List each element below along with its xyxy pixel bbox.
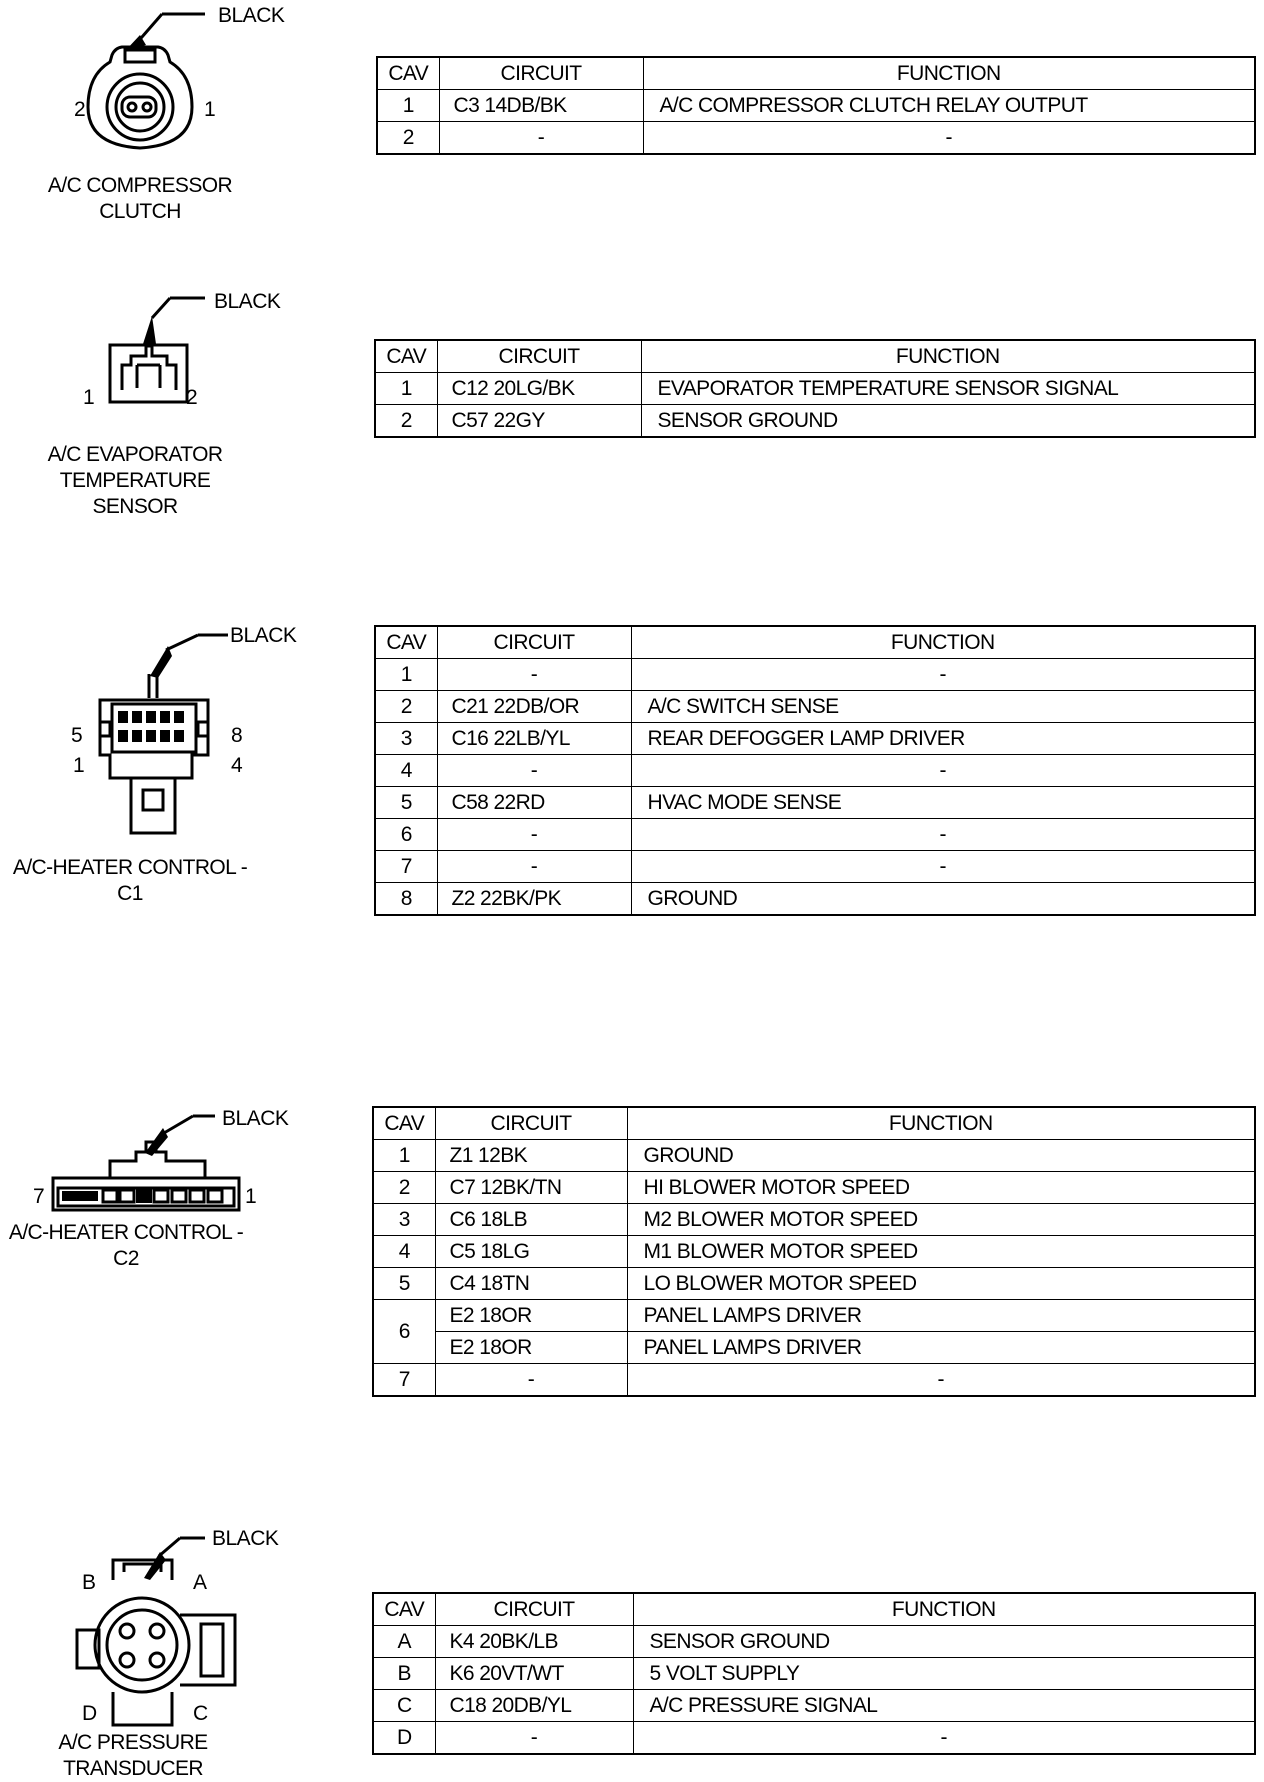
pin-label: 2: [74, 98, 86, 121]
pinout-table: [376, 56, 1256, 155]
table-row: [373, 1300, 1255, 1332]
wire-color-label: BLACK: [214, 290, 281, 313]
table-row: [373, 1204, 1255, 1236]
header-function: FUNCTION: [631, 626, 1255, 659]
table-row: [375, 659, 1255, 691]
function-cell: -: [631, 755, 1255, 787]
cav-cell: 3: [375, 723, 437, 755]
table-row: [373, 1140, 1255, 1172]
cav-cell: 1: [377, 90, 439, 122]
table-row: [373, 1332, 1255, 1364]
connector-section-heater-control-c2: [0, 1090, 1264, 1420]
table-row: [375, 405, 1255, 438]
circuit-cell: -: [439, 122, 643, 155]
table-row: [375, 851, 1255, 883]
circuit-cell: -: [437, 819, 631, 851]
table-row: [375, 787, 1255, 819]
function-cell: REAR DEFOGGER LAMP DRIVER: [631, 723, 1255, 755]
circuit-cell: -: [437, 851, 631, 883]
table-header-row: [375, 626, 1255, 659]
function-cell: A/C PRESSURE SIGNAL: [633, 1690, 1255, 1722]
header-cav: CAV: [375, 626, 437, 659]
table-row: [375, 883, 1255, 916]
function-cell: -: [631, 819, 1255, 851]
function-cell: M2 BLOWER MOTOR SPEED: [627, 1204, 1255, 1236]
connector-section-compressor-clutch: [0, 0, 1264, 240]
circuit-cell: C7 12BK/TN: [435, 1172, 627, 1204]
circuit-cell: C5 18LG: [435, 1236, 627, 1268]
circuit-cell: K6 20VT/WT: [435, 1658, 633, 1690]
pinout-table: [372, 1106, 1256, 1397]
function-cell: -: [643, 122, 1255, 155]
table-row: [373, 1364, 1255, 1397]
table-row: [373, 1658, 1255, 1690]
function-cell: 5 VOLT SUPPLY: [633, 1658, 1255, 1690]
circuit-cell: C16 22LB/YL: [437, 723, 631, 755]
circuit-cell: E2 18OR: [435, 1300, 627, 1332]
cav-cell: B: [373, 1658, 435, 1690]
cav-cell: 2: [375, 405, 437, 438]
table-row: [373, 1268, 1255, 1300]
pin-label: 8: [231, 724, 243, 747]
function-cell: EVAPORATOR TEMPERATURE SENSOR SIGNAL: [641, 373, 1255, 405]
circuit-cell: C18 20DB/YL: [435, 1690, 633, 1722]
cav-cell: A: [373, 1626, 435, 1658]
circuit-cell: C6 18LB: [435, 1204, 627, 1236]
table-header-row: [373, 1593, 1255, 1626]
cav-cell: 8: [375, 883, 437, 916]
wire-color-label: BLACK: [222, 1107, 289, 1130]
connector-name: A/C PRESSURE TRANSDUCER: [58, 1731, 208, 1780]
table-header-row: [377, 57, 1255, 90]
table-row: [375, 819, 1255, 851]
table-row: [373, 1236, 1255, 1268]
connector-diagram: [0, 1520, 300, 1782]
circuit-cell: E2 18OR: [435, 1332, 627, 1364]
function-cell: M1 BLOWER MOTOR SPEED: [627, 1236, 1255, 1268]
cav-cell: 3: [373, 1204, 435, 1236]
circuit-cell: Z1 12BK: [435, 1140, 627, 1172]
cav-cell: 4: [375, 755, 437, 787]
function-cell: GROUND: [627, 1140, 1255, 1172]
cav-cell: D: [373, 1722, 435, 1755]
function-cell: A/C SWITCH SENSE: [631, 691, 1255, 723]
pin-label: B: [82, 1571, 96, 1594]
cav-cell: 1: [375, 659, 437, 691]
connector-diagram: [0, 600, 300, 905]
table-row: [373, 1626, 1255, 1658]
header-circuit: CIRCUIT: [435, 1107, 627, 1140]
pinout-table: [374, 339, 1256, 438]
header-circuit: CIRCUIT: [439, 57, 643, 90]
pin-label: C: [193, 1702, 208, 1725]
circuit-cell: -: [435, 1722, 633, 1755]
circuit-cell: C21 22DB/OR: [437, 691, 631, 723]
table-header-row: [373, 1107, 1255, 1140]
pin-label: 7: [33, 1185, 45, 1208]
table-row: [377, 122, 1255, 155]
cav-cell: 5: [373, 1268, 435, 1300]
header-cav: CAV: [375, 340, 437, 373]
cav-cell: 2: [373, 1172, 435, 1204]
pin-label: D: [82, 1702, 97, 1725]
table-row: [375, 755, 1255, 787]
circuit-cell: C57 22GY: [437, 405, 641, 438]
circuit-cell: -: [437, 755, 631, 787]
connector-section-heater-control-c1: [0, 600, 1264, 930]
header-circuit: CIRCUIT: [437, 626, 631, 659]
function-cell: HI BLOWER MOTOR SPEED: [627, 1172, 1255, 1204]
function-cell: SENSOR GROUND: [633, 1626, 1255, 1658]
function-cell: -: [631, 851, 1255, 883]
table-row: [373, 1722, 1255, 1755]
circuit-cell: Z2 22BK/PK: [437, 883, 631, 916]
function-cell: -: [627, 1364, 1255, 1397]
cav-cell: 7: [373, 1364, 435, 1397]
wire-color-label: BLACK: [212, 1527, 279, 1550]
function-cell: SENSOR GROUND: [641, 405, 1255, 438]
connector-section-evaporator-sensor: [0, 290, 1264, 540]
header-function: FUNCTION: [633, 1593, 1255, 1626]
table-row: [375, 373, 1255, 405]
function-cell: HVAC MODE SENSE: [631, 787, 1255, 819]
header-cav: CAV: [373, 1593, 435, 1626]
connector-name: A/C EVAPORATOR TEMPERATURE SENSOR: [47, 443, 223, 518]
header-cav: CAV: [373, 1107, 435, 1140]
circuit-cell: C3 14DB/BK: [439, 90, 643, 122]
cav-cell: 1: [373, 1140, 435, 1172]
function-cell: A/C COMPRESSOR CLUTCH RELAY OUTPUT: [643, 90, 1255, 122]
connector-name: A/C COMPRESSOR CLUTCH: [47, 174, 233, 223]
table-row: [373, 1690, 1255, 1722]
pinout-table: [374, 625, 1256, 916]
pin-label: 1: [73, 754, 85, 777]
pin-label: 2: [186, 386, 198, 409]
table-header-row: [375, 340, 1255, 373]
connector-name: A/C-HEATER CONTROL - C1: [12, 856, 248, 905]
pin-label: A: [193, 1571, 207, 1594]
header-function: FUNCTION: [641, 340, 1255, 373]
cav-cell: 2: [375, 691, 437, 723]
cav-cell: 1: [375, 373, 437, 405]
cav-cell: C: [373, 1690, 435, 1722]
pin-label: 4: [231, 754, 243, 777]
cav-cell: 4: [373, 1236, 435, 1268]
function-cell: LO BLOWER MOTOR SPEED: [627, 1268, 1255, 1300]
function-cell: -: [633, 1722, 1255, 1755]
pin-label: 1: [83, 386, 95, 409]
header-function: FUNCTION: [643, 57, 1255, 90]
function-cell: PANEL LAMPS DRIVER: [627, 1300, 1255, 1332]
circuit-cell: -: [437, 659, 631, 691]
circuit-cell: C12 20LG/BK: [437, 373, 641, 405]
cav-cell: 2: [377, 122, 439, 155]
header-circuit: CIRCUIT: [435, 1593, 633, 1626]
pinout-table: [372, 1592, 1256, 1755]
wire-color-label: BLACK: [218, 4, 285, 27]
cav-cell: 5: [375, 787, 437, 819]
pin-label: 1: [245, 1185, 257, 1208]
wire-color-label: BLACK: [230, 624, 297, 647]
header-function: FUNCTION: [627, 1107, 1255, 1140]
circuit-cell: C58 22RD: [437, 787, 631, 819]
connector-diagram: [0, 1090, 300, 1330]
pin-label: 1: [204, 98, 216, 121]
connector-section-pressure-transducer: [0, 1520, 1264, 1782]
connector-diagram: [0, 290, 300, 540]
header-circuit: CIRCUIT: [437, 340, 641, 373]
connector-diagram: [0, 0, 300, 240]
pin-label: 5: [71, 724, 83, 747]
circuit-cell: C4 18TN: [435, 1268, 627, 1300]
cav-cell: 6: [373, 1300, 435, 1364]
header-cav: CAV: [377, 57, 439, 90]
cav-cell: 6: [375, 819, 437, 851]
function-cell: -: [631, 659, 1255, 691]
circuit-cell: -: [435, 1364, 627, 1397]
function-cell: PANEL LAMPS DRIVER: [627, 1332, 1255, 1364]
table-row: [375, 691, 1255, 723]
circuit-cell: K4 20BK/LB: [435, 1626, 633, 1658]
connector-name: A/C-HEATER CONTROL - C2: [8, 1221, 244, 1270]
table-row: [373, 1172, 1255, 1204]
table-row: [375, 723, 1255, 755]
function-cell: GROUND: [631, 883, 1255, 916]
cav-cell: 7: [375, 851, 437, 883]
table-row: [377, 90, 1255, 122]
